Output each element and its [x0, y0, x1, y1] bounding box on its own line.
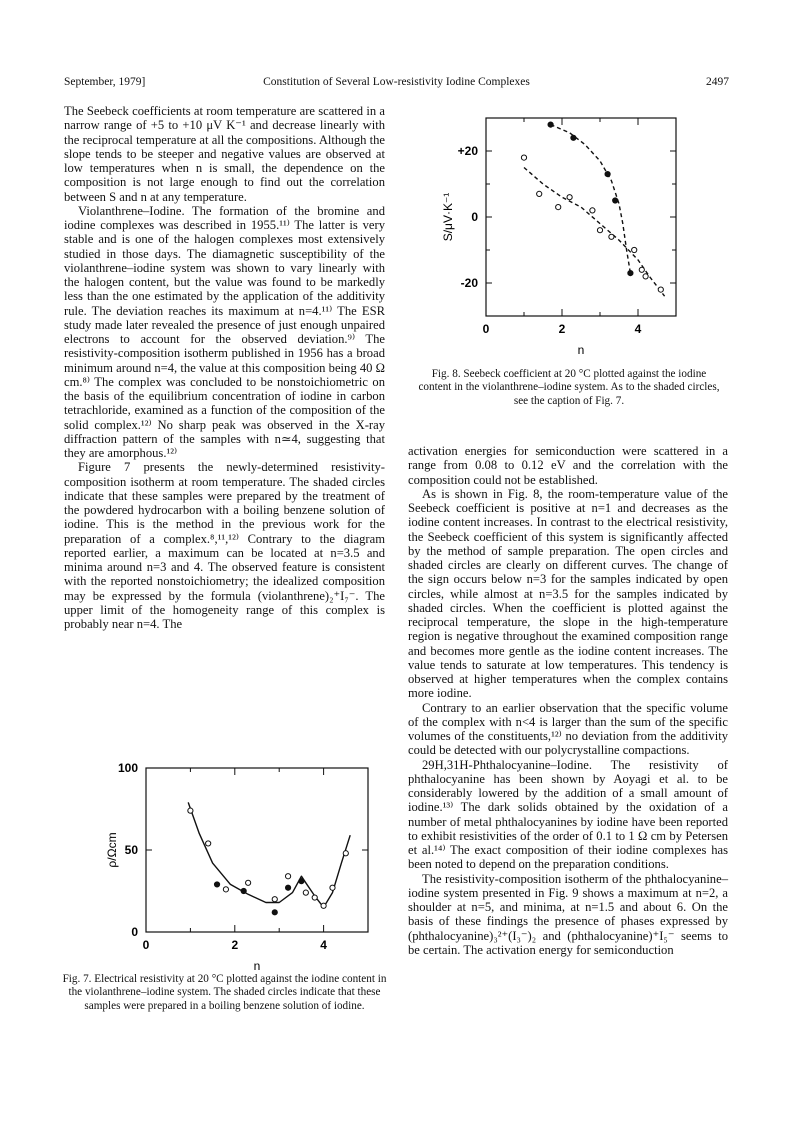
paragraph: Figure 7 presents the newly-determined resistivity-composition isotherm at room temperature. The shaded circles indicate that these samples were prepared by the treatment of the powdered hydrocarbon with a boiling benzene solution of iodine. This is the method in the previous work for the preparation of a complex.⁸,¹¹,¹²⁾ Contrary to the diagram reported earlier, a maximum can be located at n=3.5 and minima around n=3 and 4. The observed feature is consistent with the reported nonstoichiometry; the idealized composition may be expressed by the formula (violanthrene)₂⁺I₇⁻. The upper limit of the homogeneity range of this complex is probably near n=4. The: [64, 460, 385, 631]
shaded-circle-point: [241, 888, 246, 893]
open-circle-point: [643, 274, 648, 279]
x-tick-label: 2: [231, 938, 239, 952]
open-circle-point: [537, 191, 542, 196]
shaded-circle-point: [272, 910, 277, 915]
running-title: Constitution of Several Low-resistivity Iodine Complexes: [263, 76, 530, 88]
left-column: [64, 104, 385, 631]
open-circle-point: [521, 155, 526, 160]
open-circle-point: [556, 205, 561, 210]
shaded-circle-point: [571, 135, 576, 140]
figure-7: [100, 758, 390, 973]
y-tick-label: -20: [460, 276, 478, 290]
page-header: [64, 76, 729, 94]
open-circle-point: [246, 880, 251, 885]
open-circle-point: [321, 903, 326, 908]
open-circle-point: [285, 874, 290, 879]
open-circle-point: [343, 851, 348, 856]
x-tick-label: 4: [320, 938, 327, 952]
open-circle-point: [223, 887, 228, 892]
y-tick-label: +20: [457, 144, 478, 158]
x-tick-label: 0: [482, 322, 490, 336]
open-circle-point: [303, 890, 308, 895]
paragraph: The resistivity-composition isotherm of the phthalocyanine–iodine system presented in Fig. 9 shows a maximum at n=2, a shoulder at n=5, and minima, at n=1.5 and about 6. On the basis of these findings the presence of phases expressed by (phthalocyanine)₃²⁺(I₃⁻)₂ and (phthalocyanine)⁺I₅⁻ seems to be certain. The activation energy for semiconduction: [408, 871, 728, 957]
x-axis-label: n: [253, 959, 261, 973]
x-tick-label: 0: [142, 938, 150, 952]
paragraph: Violanthrene–Iodine. The formation of the bromine and iodine complexes was described in 1955.¹¹⁾ The latter is very stable and is one of the halogen complexes most extensively studied in those days. The diamagnetic susceptibility of the violanthrene–iodine system was shown to vary linearly with the halogen content, but the value was found to be markedly less than the one estimated by the application of the additivity rule. The deviation reaches its maximum at n=4.¹¹⁾ The ESR study made later revealed the presence of just enough unpaired electrons to account for the observed deviation.⁹⁾ The resistivity-composition isotherm published in 1956 has a broad minimum around n=4, the value at this composition being 40 Ω cm.⁸⁾ The complex was concluded to be nonstoichiometric on the basis of the equilibrium concentration of iodine in carbon tetrachloride, examined as a function of the composition of the solid complex.¹²⁾ No sharp peak was observed in the X-ray diffraction pattern of the samples with n≃4, suggesting that they are amorphous.¹²⁾: [64, 203, 385, 460]
x-axis-label: n: [577, 343, 585, 357]
open-circle-point: [188, 808, 193, 813]
open-circle-point: [639, 267, 644, 272]
shaded-circle-point: [613, 198, 618, 203]
shaded-circle-point: [605, 172, 610, 177]
open-circle-point: [330, 885, 335, 890]
shaded-circle-point: [628, 271, 633, 276]
shaded-circle-point: [285, 885, 290, 890]
open-circle-point: [590, 208, 595, 213]
paragraph: Contrary to an earlier observation that the specific volume of the complex with n<4 is larger than the sum of the specific volumes of the constituents,¹²⁾ no deviation from the additivity could be detected with our polycrystalline compactions.: [408, 700, 728, 758]
plot-frame: [146, 768, 368, 932]
figure-8-chart: [440, 108, 700, 363]
open-circle-point: [632, 247, 637, 252]
shaded-circle-point: [548, 122, 553, 127]
shaded-circle-point: [214, 882, 219, 887]
open-circle-point: [312, 895, 317, 900]
figure-8-caption: Fig. 8. Seebeck coefficient at 20 °C plotted against the iodine content in the violanthrene–iodine system. As to the shaded circles, see the caption of Fig. 7.: [418, 368, 720, 407]
figure-8: [440, 108, 700, 363]
y-tick-label: 0: [471, 210, 478, 224]
x-tick-label: 2: [558, 322, 566, 336]
plot-frame: [486, 118, 676, 316]
page-number: 2497: [706, 76, 729, 88]
x-tick-label: 4: [634, 322, 642, 336]
journal-date: September, 1979]: [64, 76, 146, 88]
open-circle-point: [206, 841, 211, 846]
shaded-circle-point: [299, 879, 304, 884]
paragraph: activation energies for semiconduction were scattered in a range from 0.08 to 0.12 eV and the correlation with the composition could not be established.: [408, 444, 728, 487]
open-circle-point: [567, 195, 572, 200]
y-tick-label: 50: [124, 843, 138, 857]
open-circle-point: [597, 228, 602, 233]
fit-curve: [188, 802, 350, 907]
y-axis-label: ρ/Ωcm: [105, 832, 119, 868]
open-circle-point: [272, 897, 277, 902]
open-circle-point: [609, 234, 614, 239]
paragraph: 29H,31H-Phthalocyanine–Iodine. The resistivity of phthalocyanine has been shown by Aoyagi et al. to be considerably lowered by the addition of a small amount of iodine.¹³⁾ The dark solids obtained by the oxidation of a number of metal phthalocyanines by iodine have been reported to exhibit resistivities of the order of 0.1 to 1 Ω cm by Petersen et al.¹⁴⁾ The exact composition of their iodine complexes has been noted to depend on the preparation conditions.: [408, 757, 728, 872]
y-axis-label: S/μV·K⁻¹: [441, 192, 455, 242]
right-column: [408, 444, 728, 957]
figure-7-chart: [100, 758, 390, 973]
paragraph: As is shown in Fig. 8, the room-temperature value of the Seebeck coefficient is positive at n=1 and decreases as the iodine content increases. In contrast to the electrical resistivity, the Seebeck coefficient of this system is significantly affected by the method of sample preparation. The open circles and shaded circles are clearly on different curves. The change of the sign occurs below n=3 for the samples indicated by open circles, while almost at n=3.5 for the samples indicated by shaded circles. When the coefficient is plotted against the reciprocal temperature, the slope in the high-temperature region is negative throughout the examined composition range and becomes more gentle as the iodine content increases. The value tends to saturate at low temperatures. This tendency is observed at higher temperatures when the complex contains more iodine.: [408, 486, 728, 701]
y-tick-label: 100: [117, 761, 138, 775]
fit-curve: [551, 125, 631, 274]
y-tick-label: 0: [131, 925, 138, 939]
paragraph: The Seebeck coefficients at room temperature are scattered in a narrow range of +5 to +10 μV K⁻¹ and decrease linearly with the reciprocal temperature at all the compositions. Although the slope tends to be steeper and negative values are observed at low temperatures when n is small, the dependence on the composition is not large enough to find out the correlation between S and n at any temperature.: [64, 104, 385, 204]
open-circle-point: [658, 287, 663, 292]
figure-7-caption: Fig. 7. Electrical resistivity at 20 °C plotted against the iodine content in the violanthrene–iodine system. The shaded circles indicate that these samples were prepared in a boiling benzene solution of iodine.: [62, 973, 387, 1012]
